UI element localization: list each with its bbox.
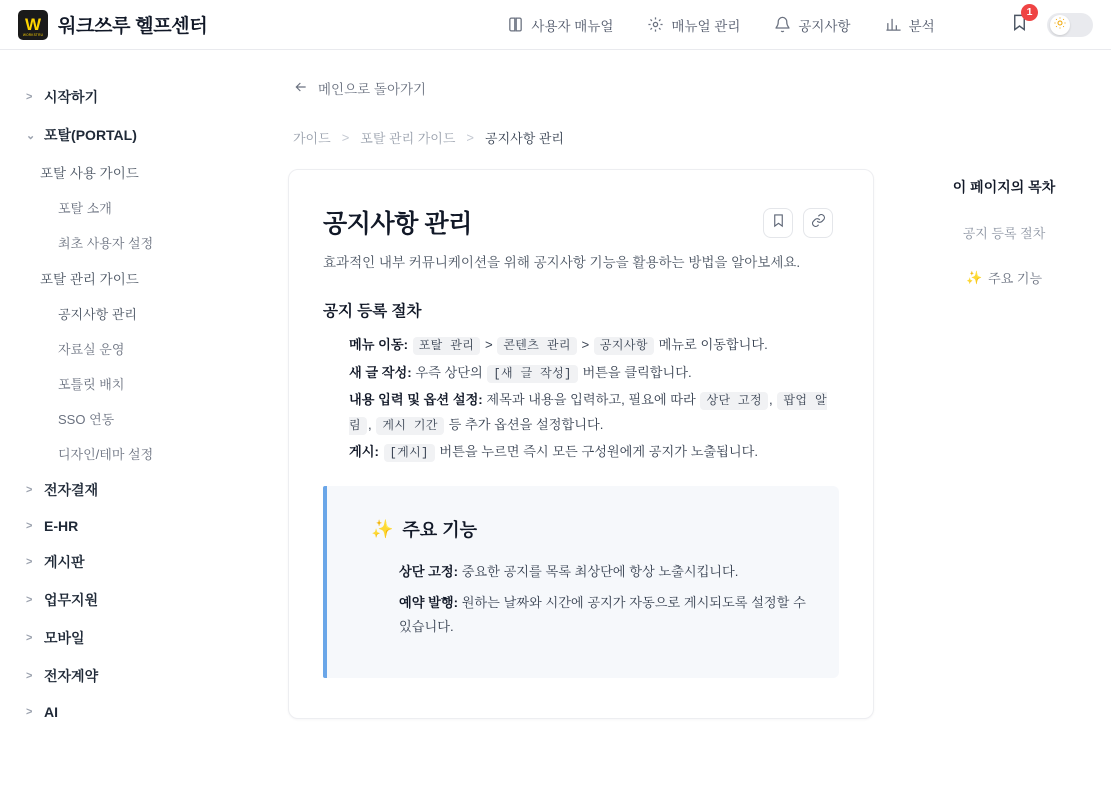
back-link-label: 메인으로 돌아가기 <box>318 82 427 97</box>
article-actions <box>763 204 833 238</box>
callout-item-label: 상단 고정: <box>399 564 459 580</box>
step-code: 게시 기간 <box>376 417 444 435</box>
sun-icon <box>1054 16 1066 34</box>
sidebar <box>0 50 258 795</box>
sidebar-item-archive-operation[interactable]: 자료실 운영 <box>58 342 125 357</box>
step-label: 게시: <box>349 443 379 459</box>
logo-letter: W <box>24 15 42 34</box>
step-code: 콘텐츠 관리 <box>497 337 577 355</box>
article-card <box>288 169 874 719</box>
step-text: 버튼을 클릭합니다. <box>582 364 692 380</box>
chevron-right-icon: > <box>26 594 33 606</box>
section-title-procedure: 공지 등록 절차 <box>323 303 422 321</box>
sidebar-item-sso[interactable]: SSO 연동 <box>58 412 115 427</box>
sidebar-item-label: 전자계약 <box>44 668 99 684</box>
table-of-contents <box>904 169 1104 719</box>
step-text: 등 추가 옵션을 설정합니다. <box>448 416 604 432</box>
toc-item-procedure[interactable]: 공지 등록 절차 <box>962 226 1046 241</box>
sidebar-item-ai[interactable] <box>0 695 258 729</box>
chevron-right-icon: > <box>26 556 33 568</box>
sidebar-item-label: 모바일 <box>44 630 85 646</box>
step-code: 상단 고정 <box>700 392 768 410</box>
article-description: 효과적인 내부 커뮤니케이션을 위해 공지사항 기능을 활용하는 방법을 알아보세요. <box>323 255 801 270</box>
callout-list <box>355 560 811 637</box>
bookmark-count-badge: 1 <box>1021 4 1038 21</box>
sidebar-item-design-theme[interactable]: 디자인/테마 설정 <box>58 447 154 462</box>
workstru-logo-icon <box>18 10 48 40</box>
nav-item-notice[interactable] <box>774 15 850 35</box>
arrow-left-icon <box>293 79 309 98</box>
step-text: > <box>484 337 493 353</box>
step-code: [새 글 작성] <box>487 365 577 383</box>
step-label: 새 글 작성: <box>349 364 412 380</box>
main-content <box>258 50 1111 795</box>
step-text: , <box>368 416 372 432</box>
sidebar-item-portlet-layout[interactable]: 포틀릿 배치 <box>58 377 125 392</box>
callout-item-text: 중요한 공지를 목록 최상단에 항상 노출시킵니다. <box>461 564 739 580</box>
sparkles-icon: ✨ <box>965 269 983 285</box>
step-code: 포탈 관리 <box>413 337 481 355</box>
chevron-right-icon: > <box>26 91 33 103</box>
step-text: 메뉴로 이동합니다. <box>658 337 768 353</box>
step-label: 내용 입력 및 옵션 설정: <box>349 392 483 408</box>
nav-label: 공지사항 <box>798 18 851 34</box>
article-title: 공지사항 관리 <box>323 210 473 238</box>
header-right <box>1010 6 1093 37</box>
breadcrumb-separator: > <box>466 130 475 145</box>
callout-item <box>399 560 811 583</box>
back-to-main-link[interactable] <box>293 78 1111 98</box>
toc-item-label: 주요 기능 <box>988 271 1043 286</box>
chevron-right-icon: > <box>26 632 33 644</box>
content-row <box>288 169 1111 719</box>
nav-item-analytics[interactable] <box>885 15 935 35</box>
sidebar-item-label: 포탈(PORTAL) <box>44 127 137 143</box>
brand[interactable] <box>18 10 207 40</box>
nav-label: 매뉴얼 관리 <box>671 18 741 34</box>
sidebar-item-label: E-HR <box>44 518 79 534</box>
callout-item-text: 원하는 날짜와 시간에 공지가 자동으로 게시되도록 설정할 수 있습니다. <box>399 595 806 634</box>
step-text: 제목과 내용을 입력하고, 필요에 따라 <box>486 392 696 408</box>
bell-icon <box>774 16 791 33</box>
chevron-right-icon: > <box>26 706 33 718</box>
bookmark-icon <box>771 213 786 233</box>
chevron-right-icon: > <box>26 670 33 682</box>
sidebar-item-portal[interactable] <box>0 116 258 154</box>
sidebar-item-label: 시작하기 <box>44 89 99 105</box>
book-icon <box>507 16 524 33</box>
step-code: [게시] <box>384 444 435 462</box>
breadcrumb <box>293 128 1111 147</box>
sidebar-item-portal-admin-guide[interactable]: 포탈 관리 가이드 <box>40 272 139 287</box>
step-item <box>349 361 833 385</box>
callout-title-label: 주요 기능 <box>402 520 477 541</box>
theme-toggle-knob <box>1050 15 1070 35</box>
step-item <box>349 388 833 437</box>
step-item <box>349 440 833 464</box>
sidebar-item-notice-management[interactable]: 공지사항 관리 <box>58 307 137 322</box>
toc-title: 이 페이지의 목차 <box>952 179 1056 195</box>
breadcrumb-item-guide[interactable]: 가이드 <box>293 131 331 146</box>
chevron-down-icon: ⌄ <box>26 129 36 142</box>
app-header <box>0 0 1111 50</box>
nav-item-manual-admin[interactable] <box>647 15 740 35</box>
article-header <box>323 204 833 240</box>
step-code: 공지사항 <box>594 337 654 355</box>
sidebar-item-label: 전자결재 <box>44 482 99 498</box>
body-wrap <box>0 50 1111 795</box>
step-text: , <box>769 392 773 408</box>
chevron-right-icon: > <box>26 520 33 532</box>
nav-item-user-manual[interactable] <box>507 15 613 35</box>
step-code: 팝업 알림 <box>349 394 827 433</box>
procedure-steps <box>323 333 833 464</box>
breadcrumb-item-portal-admin-guide[interactable]: 포탈 관리 가이드 <box>360 131 456 146</box>
main-nav <box>507 15 934 35</box>
toc-item-key-features[interactable] <box>904 268 1104 287</box>
key-features-callout <box>323 486 839 677</box>
callout-item-label: 예약 발행: <box>399 595 459 611</box>
sidebar-item-work-support[interactable] <box>0 581 258 619</box>
sidebar-item-label: 게시판 <box>44 554 85 570</box>
step-text: > <box>581 337 590 353</box>
sidebar-item-eapproval[interactable] <box>0 471 258 509</box>
theme-toggle[interactable] <box>1047 13 1093 37</box>
nav-label: 분석 <box>908 18 935 34</box>
breadcrumb-item-current: 공지사항 관리 <box>485 131 564 146</box>
sidebar-item-mobile[interactable] <box>0 619 258 657</box>
breadcrumb-separator: > <box>341 130 350 145</box>
link-icon <box>811 213 826 233</box>
logo-subtext: WORKSTRU <box>22 33 44 38</box>
bookmark-article-button[interactable] <box>763 208 793 238</box>
sidebar-item-board[interactable] <box>0 543 258 581</box>
step-text: 버튼을 누르면 즉시 모든 구성원에게 공지가 노출됩니다. <box>439 443 759 459</box>
sidebar-item-portal-user-guide[interactable]: 포탈 사용 가이드 <box>40 166 139 181</box>
sidebar-item-first-user-setup[interactable]: 최초 사용자 설정 <box>58 236 154 251</box>
gear-icon <box>647 16 664 33</box>
sidebar-item-label: 업무지원 <box>44 592 99 608</box>
sidebar-item-ehr[interactable] <box>0 509 258 543</box>
bookmark-icon <box>1010 19 1029 36</box>
nav-label: 사용자 매뉴얼 <box>531 18 614 34</box>
step-item <box>349 333 833 357</box>
sidebar-item-label: AI <box>44 704 58 720</box>
callout-title <box>355 516 811 542</box>
sparkles-icon: ✨ <box>371 518 394 539</box>
copy-link-button[interactable] <box>803 208 833 238</box>
step-label: 메뉴 이동: <box>349 337 409 353</box>
sidebar-item-portal-intro[interactable]: 포탈 소개 <box>58 201 112 216</box>
chevron-right-icon: > <box>26 484 33 496</box>
callout-item <box>399 591 811 637</box>
step-text: 우즉 상단의 <box>415 364 483 380</box>
sidebar-item-econtract[interactable] <box>0 657 258 695</box>
page-title: 워크쓰루 헬프센터 <box>58 16 208 37</box>
bookmark-button[interactable] <box>1010 6 1033 37</box>
chart-icon <box>885 16 902 33</box>
sidebar-item-getting-started[interactable] <box>0 78 258 116</box>
